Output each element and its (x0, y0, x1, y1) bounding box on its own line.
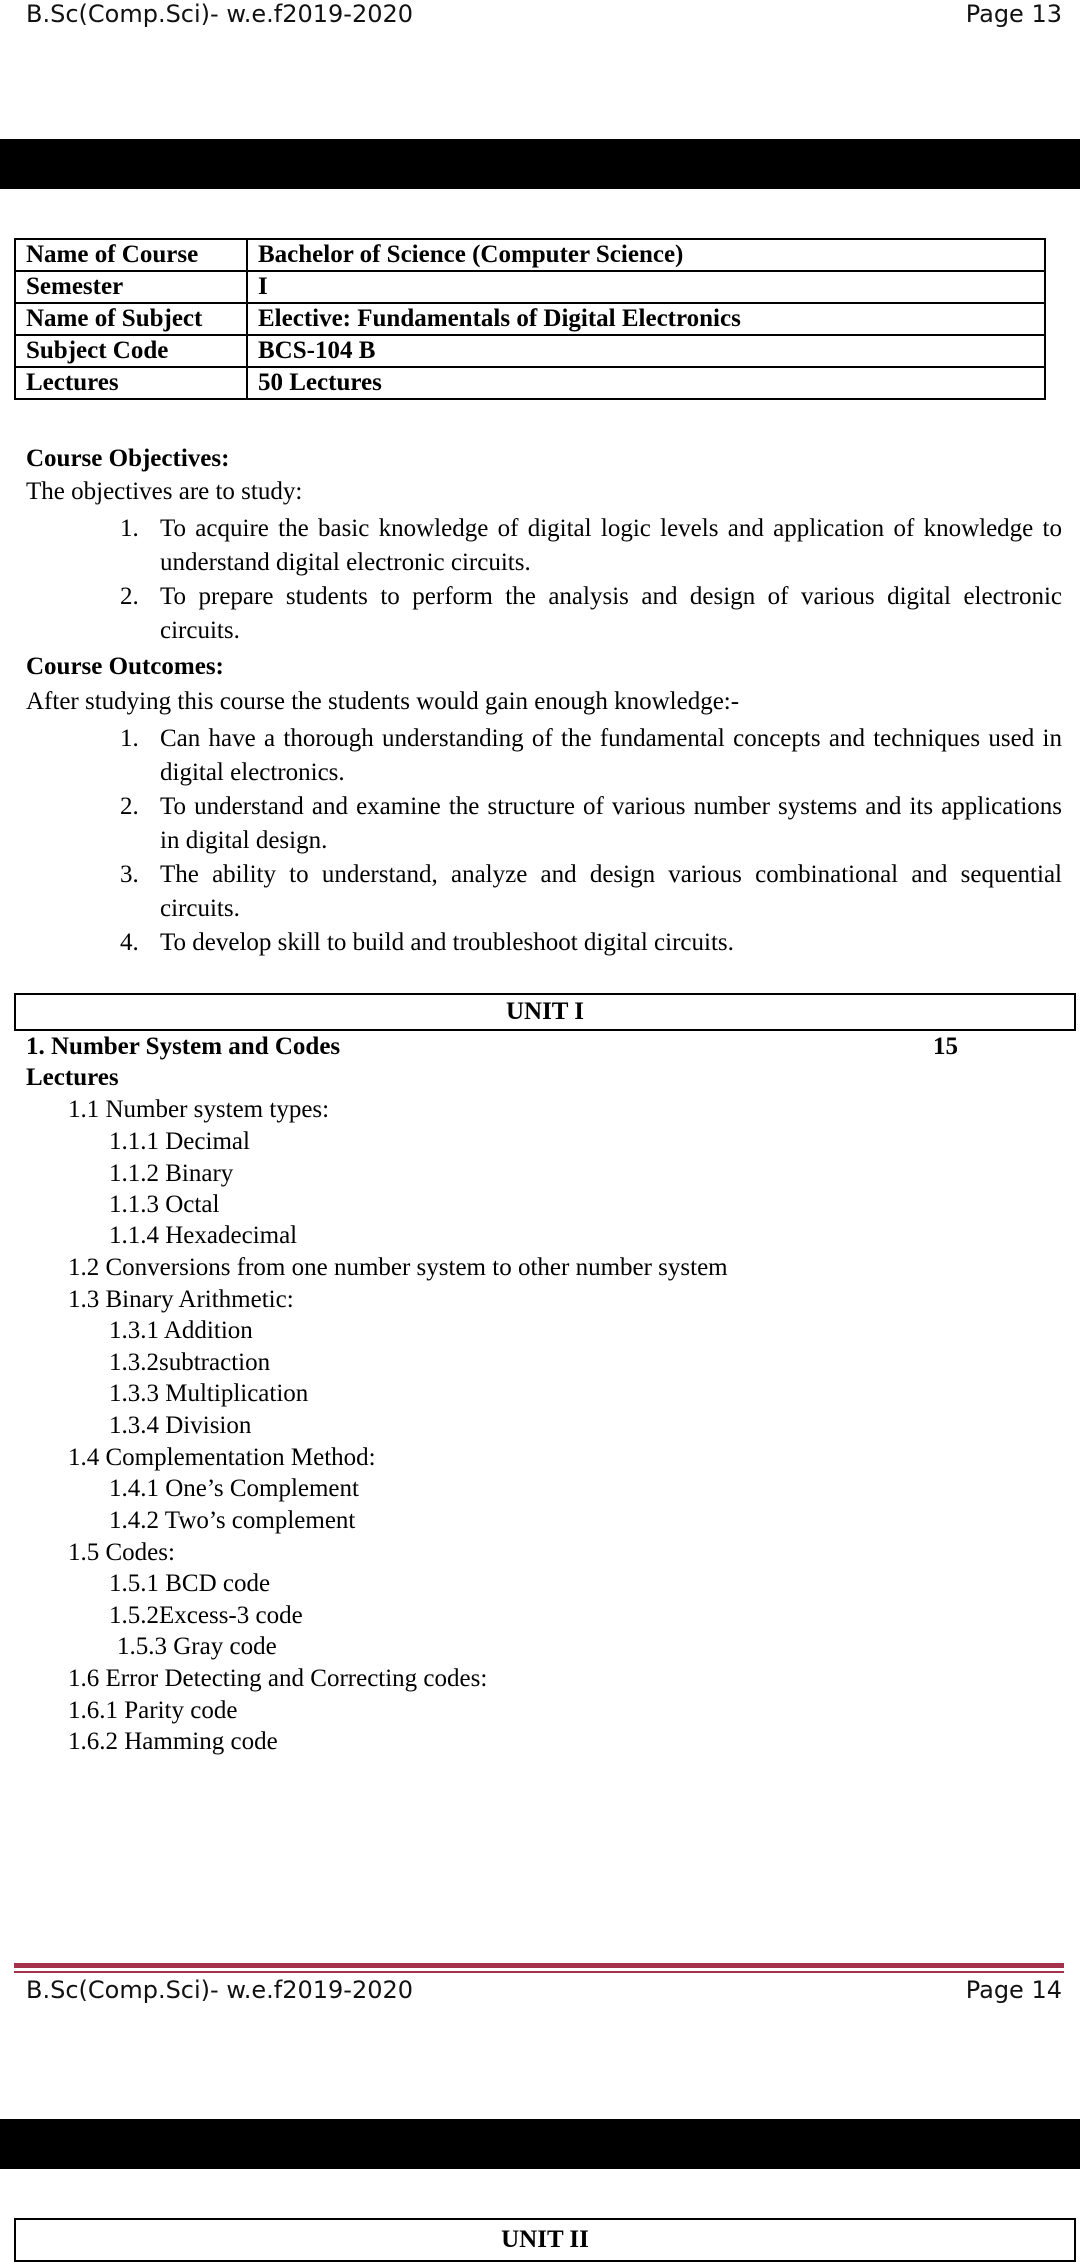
outcome-item (120, 790, 1062, 858)
list-number: 4. (120, 929, 139, 956)
list-text: Can have a thorough understanding of the fundamental concepts and techniques used in digital electronics. (160, 725, 1062, 786)
table-row (15, 367, 1045, 399)
topic-item: 1.5.1 BCD code (109, 1570, 271, 1597)
table-value: BCS-104 B (247, 335, 1045, 367)
topic-item: 1.4 Complementation Method: (68, 1444, 376, 1471)
topic-item: 1.1.4 Hexadecimal (109, 1222, 298, 1249)
table-key: Name of Subject (15, 303, 247, 335)
objectives-heading: Course Objectives: (26, 445, 230, 472)
topic-item: 1.3.2subtraction (109, 1349, 271, 1376)
topic-item: 1.5 Codes: (68, 1539, 175, 1566)
topic-item: 1.1 Number system types: (68, 1096, 330, 1123)
table-row (15, 303, 1045, 335)
unit-title-box: UNIT II (14, 2218, 1076, 2262)
list-number: 2. (120, 793, 139, 820)
unit-title-box: UNIT I (14, 993, 1076, 1031)
list-text: The ability to understand, analyze and design various combinational and sequential circuits. (160, 861, 1062, 922)
topic-item: 1.5.3 Gray code (117, 1633, 277, 1660)
topic-item: 1.3.1 Addition (109, 1317, 253, 1344)
unit-heading: 1. Number System and Codes (26, 1033, 341, 1060)
list-number: 1. (120, 515, 139, 542)
list-text: To prepare students to perform the analysis and design of various digital electronic circuits. (160, 583, 1062, 644)
topic-item: 1.2 Conversions from one number system to other number system (68, 1254, 728, 1281)
list-text: To acquire the basic knowledge of digital logic levels and application of knowledge to understand digital electronic circuits. (160, 515, 1062, 576)
unit-lecture-count: 15 (933, 1033, 958, 1060)
table-value: 50 Lectures (247, 367, 1045, 399)
topic-item: 1.1.3 Octal (109, 1191, 220, 1218)
header-page-number: Page 13 (965, 0, 1062, 28)
objective-item (120, 580, 1062, 648)
topic-item: 1.6 Error Detecting and Correcting codes: (68, 1665, 488, 1692)
page-break-rule-thin (14, 1971, 1064, 1973)
table-value: Elective: Fundamentals of Digital Electronics (247, 303, 1045, 335)
unit-lectures-label: Lectures (26, 1064, 119, 1091)
black-header-band (0, 139, 1080, 189)
topic-item: 1.3 Binary Arithmetic: (68, 1286, 294, 1313)
header-course-text: B.Sc(Comp.Sci)- w.e.f2019-2020 (26, 1976, 414, 2004)
table-value: I (247, 271, 1045, 303)
list-number: 3. (120, 861, 139, 888)
topic-item: 1.3.3 Multiplication (109, 1380, 309, 1407)
list-text: To develop skill to build and troubleshoot digital circuits. (160, 929, 734, 956)
table-key: Subject Code (15, 335, 247, 367)
objectives-intro: The objectives are to study: (26, 478, 303, 505)
objective-item (120, 512, 1062, 580)
topic-item: 1.6.1 Parity code (68, 1697, 238, 1724)
topic-item: 1.4.1 One’s Complement (109, 1475, 359, 1502)
outcome-item (120, 858, 1062, 926)
header-course-text: B.Sc(Comp.Sci)- w.e.f2019-2020 (26, 0, 414, 28)
topic-item: 1.5.2Excess-3 code (109, 1602, 303, 1629)
outcomes-intro: After studying this course the students would gain enough knowledge:- (26, 688, 740, 715)
black-header-band (0, 2119, 1080, 2169)
page-break-rule (14, 1963, 1064, 1968)
table-value: Bachelor of Science (Computer Science) (247, 239, 1045, 271)
outcome-item (120, 926, 1062, 960)
list-number: 2. (120, 583, 139, 610)
list-number: 1. (120, 725, 139, 752)
table-key: Name of Course (15, 239, 247, 271)
list-text: To understand and examine the structure of various number systems and its applications in digital design. (160, 793, 1062, 854)
table-key: Lectures (15, 367, 247, 399)
topic-item: 1.6.2 Hamming code (68, 1728, 278, 1755)
table-key: Semester (15, 271, 247, 303)
outcome-item (120, 722, 1062, 790)
table-row (15, 271, 1045, 303)
topic-item: 1.1.2 Binary (109, 1160, 234, 1187)
course-info-table (14, 238, 1046, 400)
topic-item: 1.1.1 Decimal (109, 1128, 250, 1155)
outcomes-heading: Course Outcomes: (26, 653, 224, 680)
topic-item: 1.3.4 Division (109, 1412, 252, 1439)
header-page-number: Page 14 (965, 1976, 1062, 2004)
table-row (15, 239, 1045, 271)
topic-item: 1.4.2 Two’s complement (109, 1507, 356, 1534)
table-row (15, 335, 1045, 367)
